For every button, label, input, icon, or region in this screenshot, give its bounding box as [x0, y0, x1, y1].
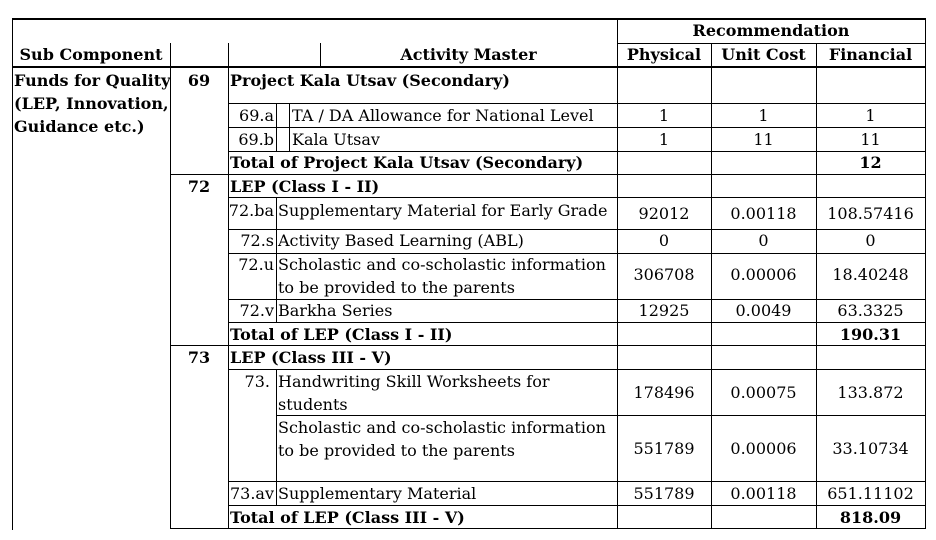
item-description: students — [278, 395, 348, 414]
item-financial: 1 — [865, 106, 876, 125]
item-physical: 306708 — [633, 265, 695, 284]
group-total-label: Total of Project Kala Utsav (Secondary) — [230, 153, 584, 172]
item-financial: 18.40248 — [832, 265, 909, 284]
item-financial: 11 — [860, 130, 881, 149]
rule — [289, 103, 290, 151]
item-physical: 12925 — [638, 301, 690, 320]
rule — [228, 369, 926, 370]
item-unit-cost: 0.00118 — [730, 484, 797, 503]
item-physical: 551789 — [633, 439, 695, 458]
sub-component-line: Guidance etc.) — [14, 117, 145, 136]
rule — [276, 103, 277, 151]
table-border-left — [12, 18, 13, 530]
item-code: 72.v — [239, 301, 274, 320]
item-code: 69.b — [238, 130, 274, 149]
item-description: Scholastic and co-scholastic information — [278, 255, 606, 274]
item-description: Scholastic and co-scholastic information — [278, 418, 606, 437]
item-description: Activity Based Learning (ABL) — [278, 231, 524, 250]
group-title: Project Kala Utsav (Secondary) — [230, 71, 510, 90]
item-unit-cost: 11 — [753, 130, 774, 149]
item-code: 69.a — [239, 106, 274, 125]
rule — [276, 369, 277, 505]
financial-header: Financial — [828, 45, 913, 64]
group-number: 72 — [187, 177, 211, 196]
item-physical: 551789 — [633, 484, 695, 503]
table-border-right — [925, 18, 926, 529]
item-description: TA / DA Allowance for National Level — [292, 106, 594, 125]
item-unit-cost: 0.00006 — [730, 439, 797, 458]
item-code: 72.u — [238, 255, 274, 274]
rule — [276, 197, 277, 322]
group-total-label: Total of LEP (Class III - V) — [230, 508, 465, 527]
unit-cost-header: Unit Cost — [721, 45, 806, 64]
recommendation-header: Recommendation — [692, 21, 850, 40]
group-number: 73 — [187, 348, 211, 367]
group-number: 69 — [187, 71, 211, 90]
item-unit-cost: 1 — [758, 106, 769, 125]
item-unit-cost: 0.0049 — [735, 301, 792, 320]
rule — [228, 103, 926, 104]
rule — [228, 127, 926, 128]
item-description: to be provided to the parents — [278, 441, 515, 460]
item-financial: 0 — [865, 231, 876, 250]
group-total: 12 — [859, 153, 882, 172]
group-total: 818.09 — [839, 508, 902, 527]
sub-component-line: (LEP, Innovation, — [14, 94, 169, 113]
item-description: Barkha Series — [278, 301, 393, 320]
item-financial: 108.57416 — [827, 204, 914, 223]
item-description: Supplementary Material — [278, 484, 477, 503]
rule — [228, 322, 926, 323]
item-financial: 651.11102 — [827, 484, 914, 503]
item-financial: 33.10734 — [832, 439, 909, 458]
group-total-label: Total of LEP (Class I - II) — [230, 325, 453, 344]
item-physical: 0 — [658, 231, 670, 250]
group-title: LEP (Class III - V) — [230, 348, 392, 367]
rule — [170, 43, 171, 529]
rule — [228, 505, 926, 506]
item-description: Kala Utsav — [292, 130, 380, 149]
group-total: 190.31 — [839, 325, 902, 344]
item-code: 73.av — [229, 484, 274, 503]
item-code: 72.ba — [228, 201, 274, 220]
sub-component-line: Funds for Quality — [14, 71, 171, 90]
rule — [228, 481, 926, 482]
item-physical: 1 — [658, 130, 670, 149]
rule — [170, 174, 926, 175]
item-physical: 1 — [658, 106, 670, 125]
group-title: LEP (Class I - II) — [230, 177, 380, 196]
item-financial: 63.3325 — [837, 301, 904, 320]
item-description: Supplementary Material for Early Grade — [278, 201, 608, 220]
item-unit-cost: 0.00075 — [730, 383, 797, 402]
item-code: 73. — [244, 372, 270, 391]
physical-header: Physical — [626, 45, 702, 64]
item-financial: 133.872 — [837, 383, 904, 402]
rule — [276, 415, 926, 416]
item-description: Handwriting Skill Worksheets for — [278, 372, 550, 391]
item-physical: 178496 — [633, 383, 695, 402]
sub-component-header: Sub Component — [19, 45, 163, 64]
rule — [12, 66, 926, 68]
item-description: to be provided to the parents — [278, 278, 515, 297]
item-unit-cost: 0.00006 — [730, 265, 797, 284]
item-physical: 92012 — [638, 204, 690, 223]
item-unit-cost: 0.00118 — [730, 204, 797, 223]
activity-master-header: Activity Master — [400, 45, 537, 64]
item-code: 72.s — [240, 231, 274, 250]
item-unit-cost: 0 — [758, 231, 769, 250]
